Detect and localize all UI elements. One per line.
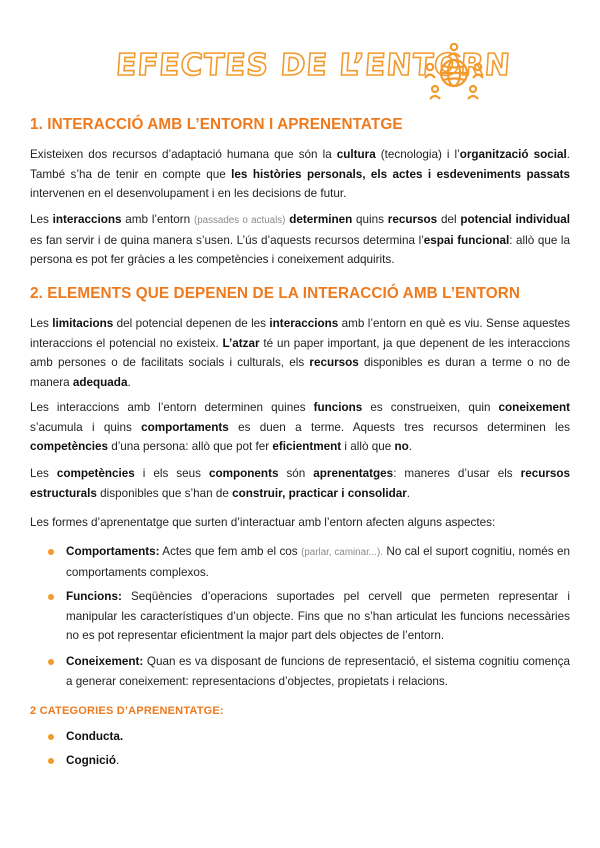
page-title: EFECTES DE L’ENTORN [114,48,512,83]
list-item-conducta: Conducta. [66,727,570,747]
list-item-cognicio: Cognició. [66,751,570,771]
categories-heading: 2 CATEGORIES D’APRENENTATGE: [30,705,224,717]
title-banner [0,38,600,108]
section-1-paragraph-2: Les interaccions amb l’entorn (passades o actuals) determinen quins recursos del potencial individual es fan servir i de quina manera s’usen. L’ús d’aquests recursos determina l’espai funcional: allò que la persona es pot fer gràcies a les competències i coneixement adquirits. [30,213,571,266]
list-item-comportaments: Comportaments: Actes que fem amb el cos (parlar, caminar...). No cal el suport cognitiu, només en comportaments complexos. [66,542,570,582]
section-2-heading: 2. ELEMENTS QUE DEPENEN DE LA INTERACCIÓ AMB L’ENTORN [30,285,521,302]
list-item-coneixement: Coneixement: Quan es va disposant de funcions de representació, el sistema cognitiu comença a generar coneixement: representacions d’objectes, propietats i relacions. [66,652,570,691]
list-item-funcions: Funcions: Seqüències d’operacions suportades pel cervell que permeten representar i manipular les característiques d’un objecte. Fins que no s’han articulat les funcions necessàries no es pot representar eficientment la major part dels objectes de l’entorn. [66,587,570,646]
section-2-paragraph-3: Les competències i els seus components són aprenentatges: maneres d’usar els recursos estructurals disponibles que s’han de construir, practicar i consolidar. [30,467,571,500]
section-2-paragraph-2: Les interaccions amb l’entorn determinen quines funcions es construeixen, quin coneixement s’acumula i quins comportaments es duen a terme. Aquests tres recursos determinen les competències d’una persona: allò que pot fer eficientment i allò que no. [30,401,570,453]
section-1-heading: 1. INTERACCIÓ AMB L’ENTORN I APRENENTATGE [30,116,403,133]
section-2-paragraph-4: Les formes d’aprenentatge que surten d’interactuar amb l’entorn afecten alguns aspectes: [30,516,496,529]
globe-with-people-icon [422,38,486,102]
section-2-paragraph-1: Les limitacions del potencial depenen de les interaccions amb l’entorn en què es viu. Sense aquestes interaccions el potencial no existeix. L’atzar té un paper important, ja que depenent de les interaccions amb persones o de facilitats socials i culturals, els recursos disponibles es duran a terme o no de manera adequada. [30,317,571,389]
section-1-paragraph-1: Existeixen dos recursos d’adaptació humana que són la cultura (tecnologia) i l’organització social. També s’ha de tenir en compte que les històries personals, els actes i esdeveniments passats intervenen en el desenvolupament i en les decisions de futur. [30,148,570,200]
